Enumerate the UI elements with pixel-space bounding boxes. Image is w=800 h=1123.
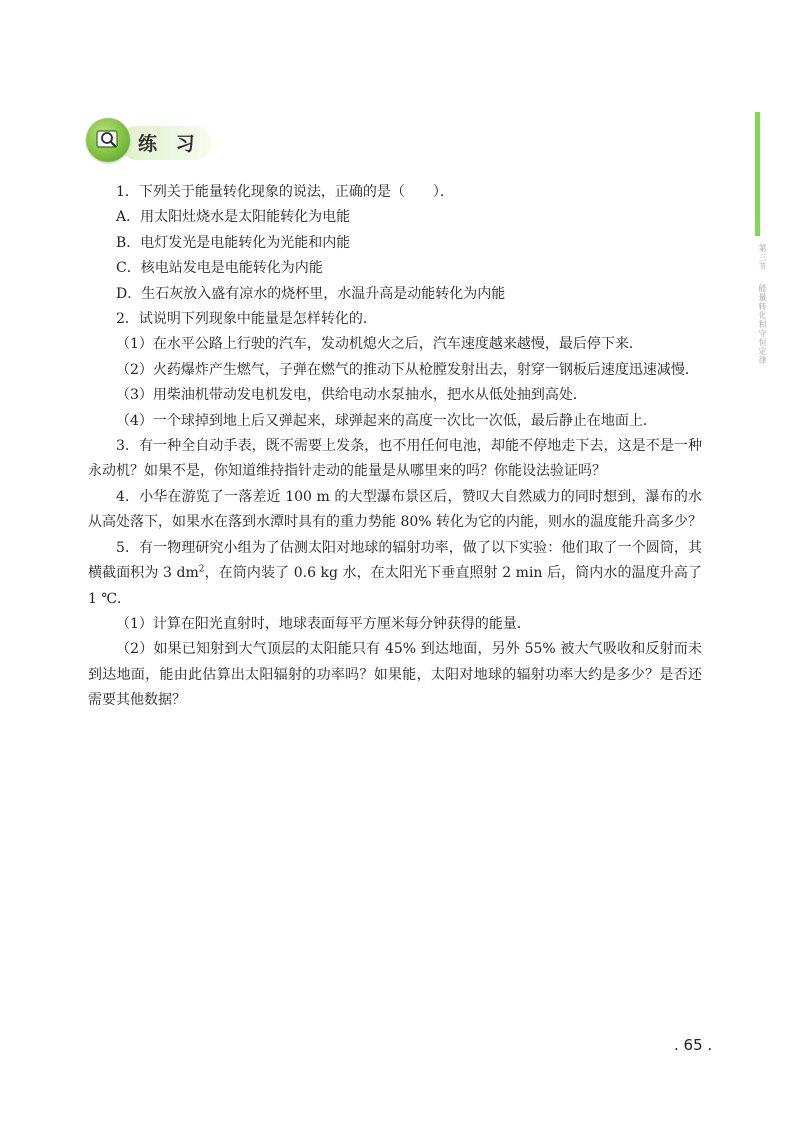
question-5-stem-part2: ，在筒内装了 0.6 kg 水，在太阳光下垂直照射 2 min 后，筒内水的温度升高了 1 ℃． (88, 565, 702, 607)
page-number: . 65 . (674, 1036, 713, 1054)
question-5-stem-part1: 5．有一物理研究小组为了估测太阳对地球的辐射功率，做了以下实验：他们取了一个圆筒，其横截面积为 3 dm (88, 539, 702, 582)
question-2-item-2: （2）火药爆炸产生燃气，子弹在燃气的推动下从枪膛发射出去，射穿一钢板后速度迅速减慢． (116, 361, 699, 378)
chapter-side-bar (755, 112, 760, 236)
option-d: D．生石灰放入盛有凉水的烧杯里，水温升高是动能转化为内能 (116, 285, 506, 302)
exercise-content (88, 180, 702, 714)
question-5-superscript: 2 (198, 564, 205, 575)
option-b: B．电灯发光是电能转化为光能和内能 (116, 234, 351, 251)
question-3: 3．有一种全自动手表，既不需要上发条，也不用任何电池，却能不停地走下去，这是不是一种永动机？如果不是，你知道维持指针走动的能量是从哪里来的吗？你能设法验证吗？ (88, 438, 702, 480)
question-5-stem (88, 536, 702, 612)
exercise-title: 练 习 (138, 133, 201, 155)
header-icon-circle (86, 118, 130, 162)
question-5-item-1: （1）计算在阳光直射时，地球表面每平方厘米每分钟获得的能量． (116, 615, 531, 632)
magnifier-icon (95, 127, 121, 153)
side-section-label: 能量转化和守恒定律 (758, 284, 767, 365)
question-2-stem: 2．试说明下列现象中能量是怎样转化的． (116, 311, 377, 328)
question-2-item-4: （4）一个球掉到地上后又弹起来，球弹起来的高度一次比一次低，最后静止在地面上． (116, 412, 657, 429)
exercise-header (86, 118, 216, 166)
option-a: A．用太阳灶烧水是太阳能转化为电能 (116, 209, 351, 226)
question-1-stem: 1．下列关于能量转化现象的说法，正确的是（ ）． (116, 184, 454, 200)
question-2-item-3: （3）用柴油机带动发电机发电，供给电动水泵抽水，把水从低处抽到高处． (116, 387, 587, 404)
question-4: 4．小华在游览了一落差近 100 m 的大型瀑布景区后，赞叹大自然威力的同时想到，瀑布的水从高处落下，如果水在落到水潭时具有的重力势能 80% 转化为它的内能，则水的温度能升高多少？ (88, 488, 703, 531)
option-c: C．核电站发电是电能转化为内能 (116, 260, 323, 277)
question-5-item-2: （2）如果已知射到大气顶层的太阳能只有 45% 到达地面，另外 55% 被大气吸收和反射而未到达地面，能由此估算出太阳辐射的功率吗？如果能，太阳对地球的辐射功率大约是多少？是否还需要其他数据？ (88, 641, 702, 709)
question-2-item-1: （1）在水平公路上行驶的汽车，发动机熄火之后，汽车速度越来越慢，最后停下来． (116, 336, 643, 353)
side-chapter-label: 第三节 (758, 244, 767, 271)
